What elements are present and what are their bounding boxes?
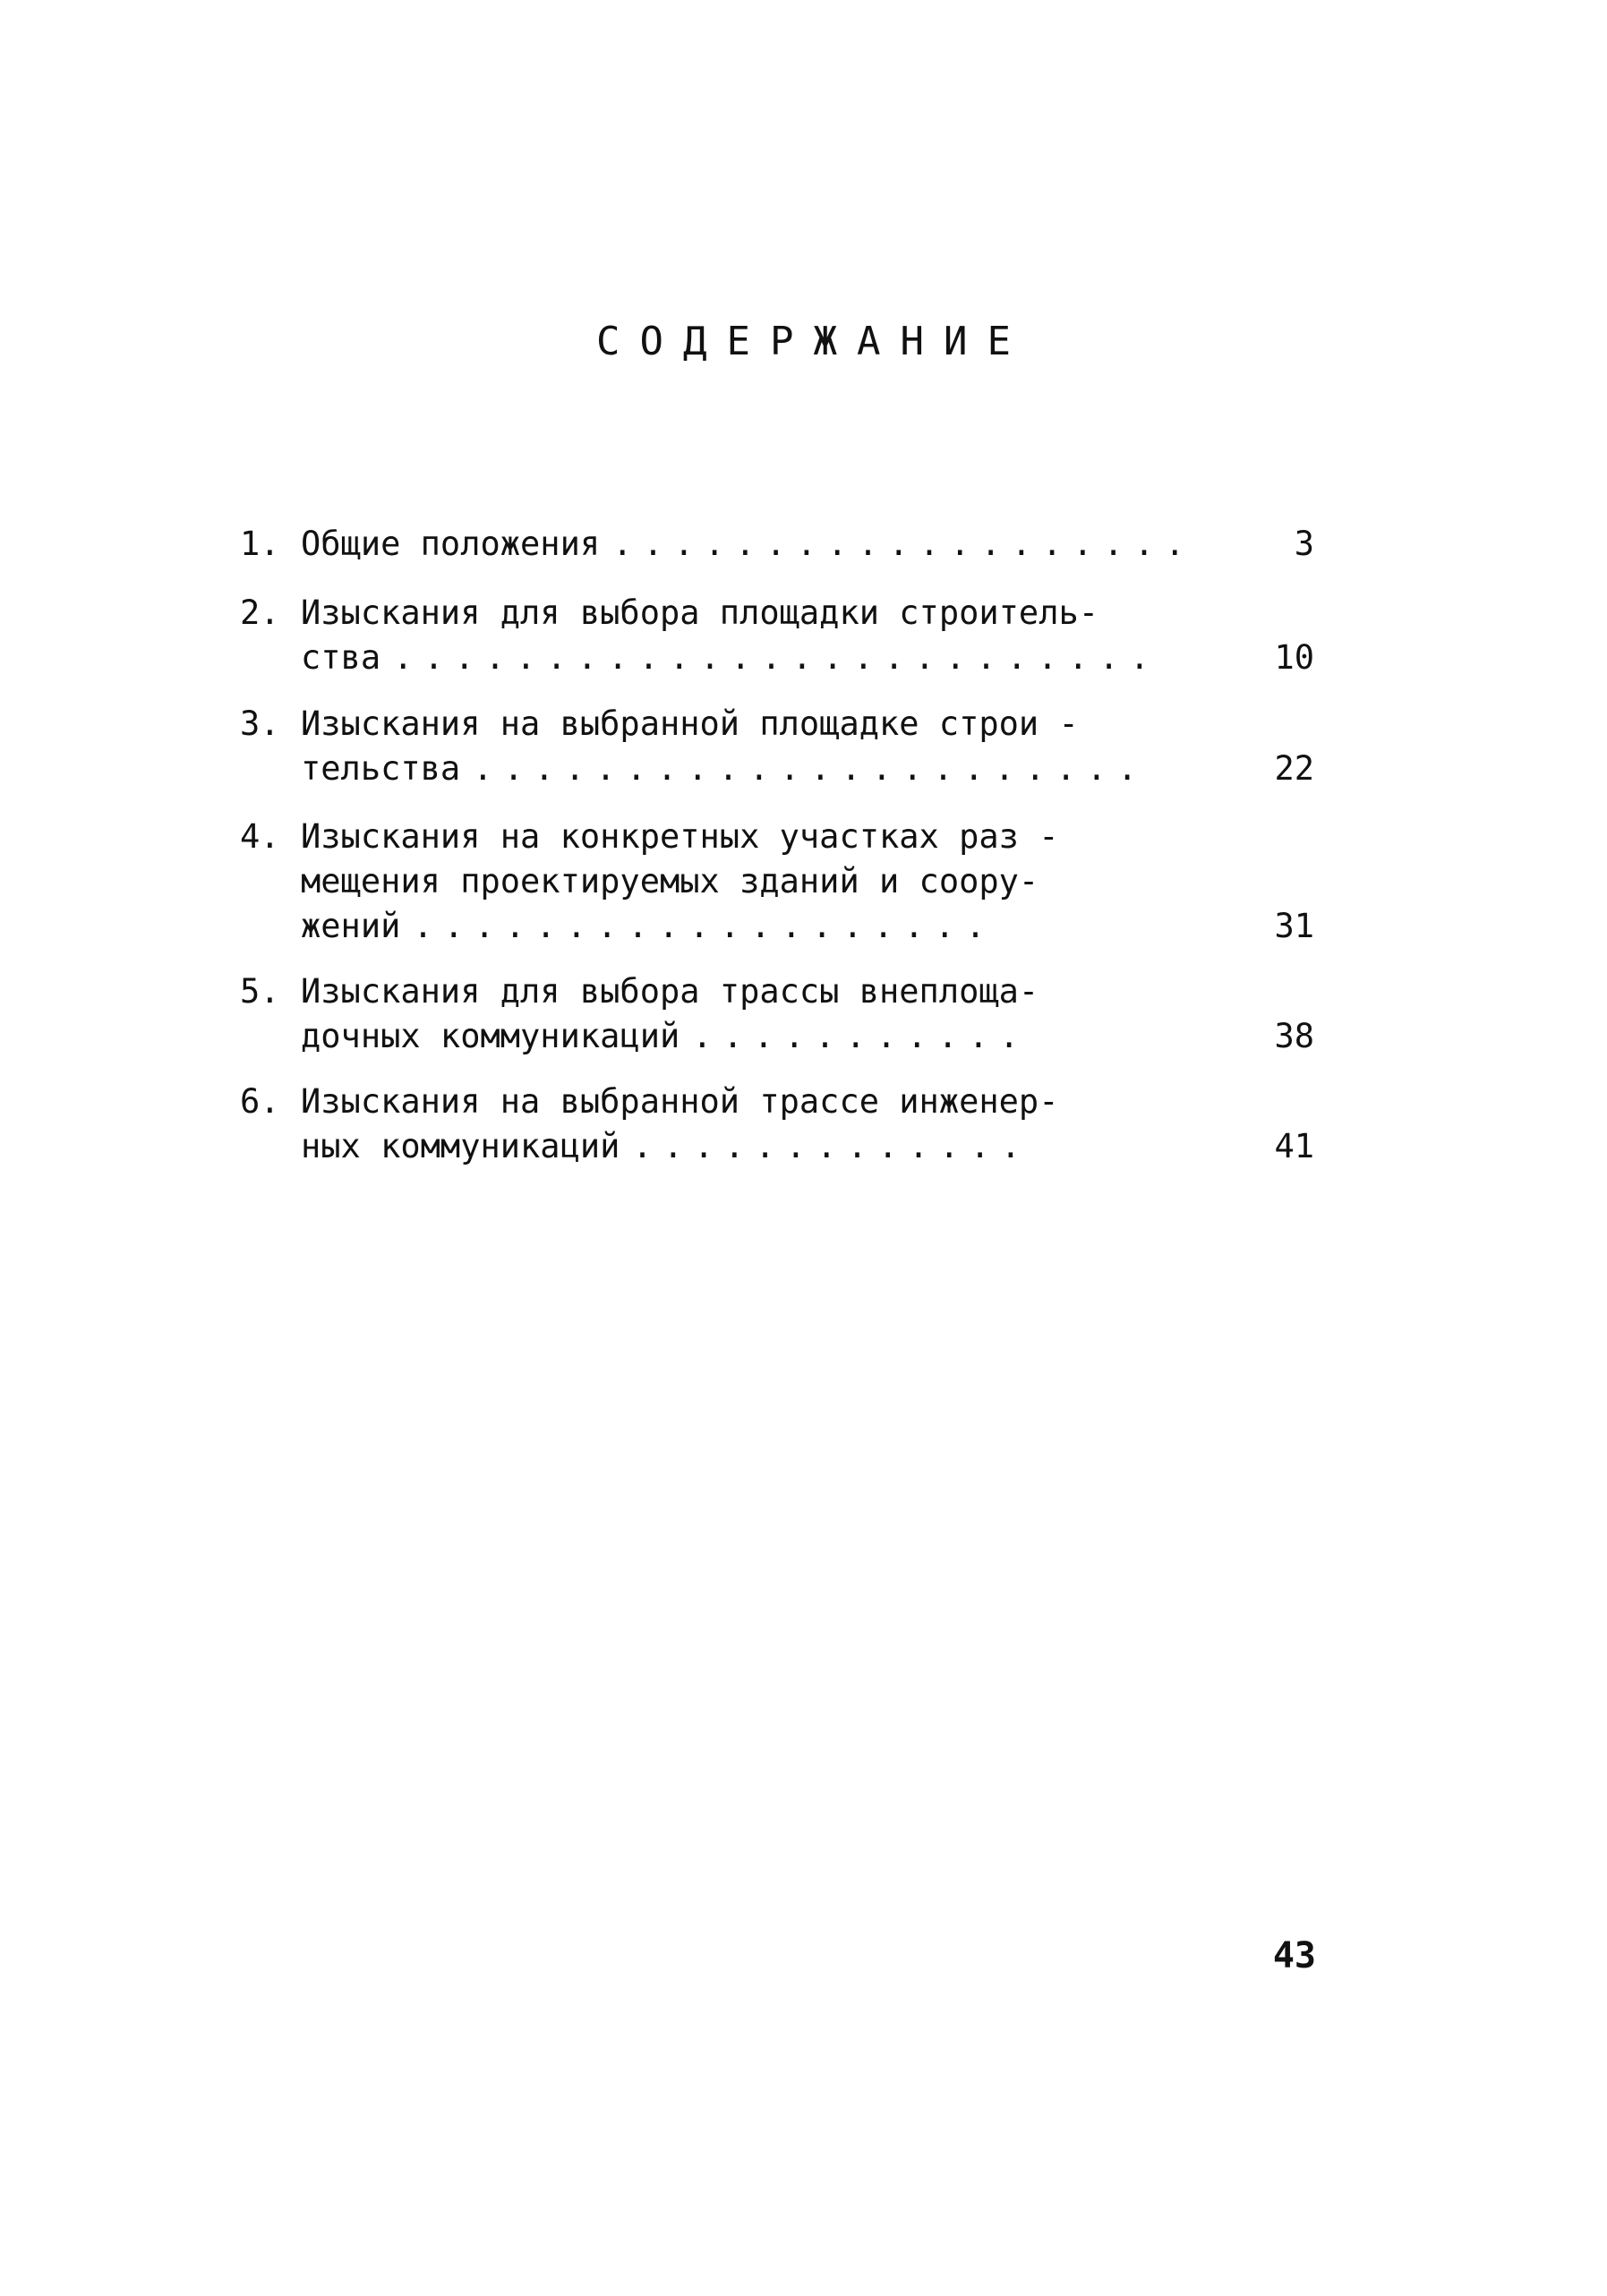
entry-title-line: Общие положения ................... <box>301 522 1195 567</box>
toc-entry-4 <box>240 815 1314 949</box>
entry-number: 6. <box>240 1082 280 1121</box>
entry-title-line: ных коммуникаций ............. <box>301 1124 1031 1169</box>
page-number: 43 <box>1272 1935 1316 1976</box>
toc-entry-3 <box>240 702 1314 791</box>
dot-leader: ................... <box>413 907 996 945</box>
entry-number: 2. <box>240 593 280 632</box>
entry-number: 4. <box>240 817 280 856</box>
entry-title-line: тельства ...................... <box>301 747 1148 791</box>
toc-line <box>240 815 1314 859</box>
entry-page-number: 31 <box>1274 907 1314 945</box>
entry-page-number: 22 <box>1274 749 1314 788</box>
entry-number: 1. <box>240 525 280 563</box>
entry-title-line: Изыскания для выбора площадки строитель- <box>301 593 1099 632</box>
toc-line <box>240 591 1314 636</box>
entry-page-number: 41 <box>1274 1127 1314 1165</box>
toc-entry-2 <box>240 591 1314 680</box>
dot-leader: ............. <box>632 1127 1032 1165</box>
entry-title-line: Изыскания на конкретных участках раз - <box>301 817 1059 856</box>
toc-line <box>240 1080 1314 1124</box>
entry-title-line: Изыскания для выбора трассы внеплоща- <box>301 972 1039 1011</box>
entry-number: 5. <box>240 972 280 1011</box>
entry-page-number: 38 <box>1274 1017 1314 1055</box>
toc-line <box>240 636 1314 680</box>
entry-title-line: жений ................... <box>301 904 996 949</box>
entry-title-line: мещения проектируемых зданий и соору- <box>301 862 1039 900</box>
entry-title-line: Изыскания на выбранной трассе инженер- <box>301 1082 1059 1121</box>
entry-number: 3. <box>240 704 280 743</box>
toc-entry-1 <box>240 522 1314 567</box>
entry-title-line: ства ......................... <box>301 636 1160 680</box>
toc-line <box>240 702 1314 747</box>
entry-title-line: дочных коммуникаций ........... <box>301 1014 1030 1059</box>
entry-page-number: 10 <box>1274 638 1314 677</box>
contents-title: СОДЕРЖАНИЕ <box>596 319 1030 364</box>
toc-line <box>240 522 1314 567</box>
toc-line <box>240 859 1314 904</box>
dot-leader: ................... <box>612 525 1196 563</box>
dot-leader: ......................... <box>393 638 1161 677</box>
dot-leader: ........... <box>692 1017 1030 1055</box>
entry-page-number: 3 <box>1294 525 1314 563</box>
toc-line <box>240 1014 1314 1059</box>
dot-leader: ...................... <box>473 749 1149 788</box>
toc-line <box>240 747 1314 791</box>
toc-entry-6 <box>240 1080 1314 1169</box>
entry-title-line: Изыскания на выбранной площадке строи - <box>301 704 1079 743</box>
toc-entry-5 <box>240 969 1314 1059</box>
toc-line <box>240 969 1314 1014</box>
toc-line <box>240 1124 1314 1169</box>
toc-line <box>240 904 1314 949</box>
